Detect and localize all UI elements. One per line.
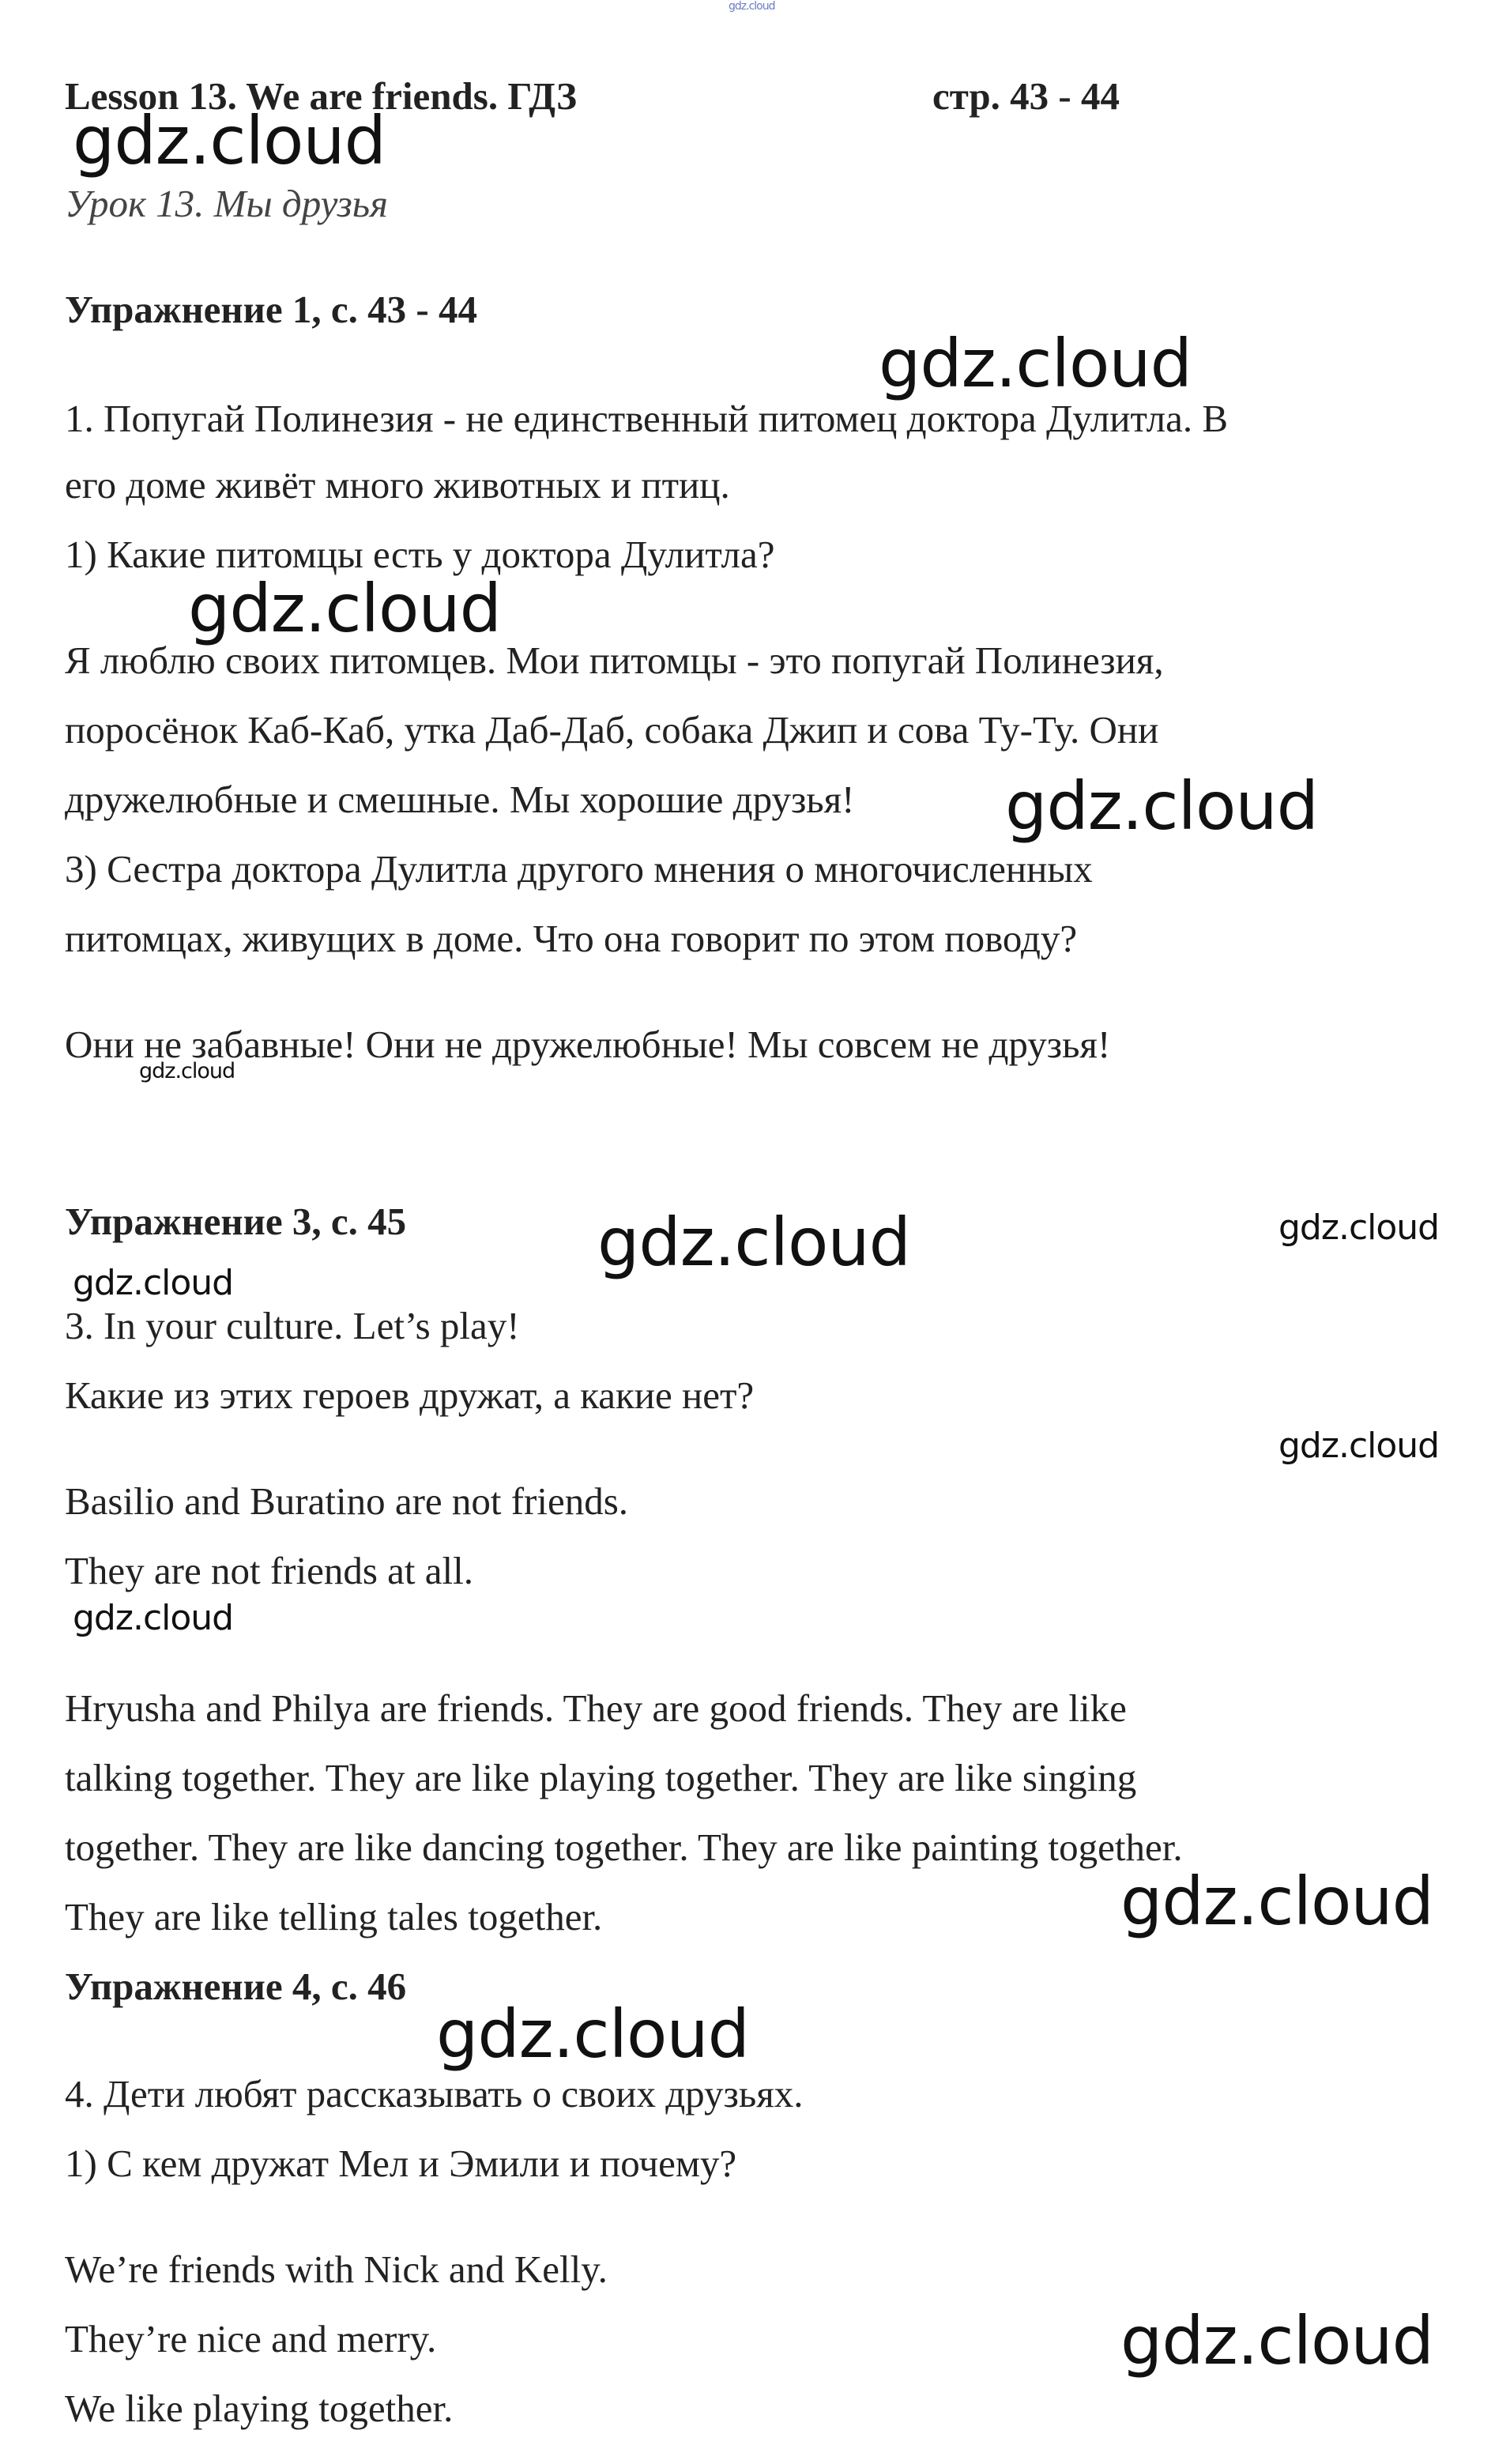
exercise-3-answer-line: Basilio and Buratino are not friends. [65,1479,629,1523]
watermark: gdz.cloud [1005,767,1318,845]
exercise-1-line: питомцах, живущих в доме. Что она говорит по этом поводу? [65,917,1078,960]
watermark: gdz.cloud [188,570,501,647]
watermark: gdz.cloud [1120,1863,1433,1940]
page-range: стр. 43 - 44 [932,74,1120,118]
lesson-subtitle: Урок 13. Мы друзья [65,182,388,225]
top-watermark: gdz.cloud [729,0,775,13]
exercise-3-answer-line: Hryusha and Philya are friends. They are good friends. They are like [65,1686,1127,1730]
exercise-3-line: Какие из этих героев дружат, а какие нет? [65,1373,755,1417]
watermark: gdz.cloud [1120,2302,1433,2379]
watermark: gdz.cloud [73,1598,234,1638]
exercise-1-answer-line: поросёнок Каб-Каб, утка Даб-Даб, собака Джип и сова Ту-Ту. Они [65,708,1159,752]
exercise-3-heading: Упражнение 3, с. 45 [65,1200,407,1243]
exercise-1-answer-line: Я люблю своих питомцев. Мои питомцы - это попугай Полинезия, [65,639,1164,682]
exercise-4-heading: Упражнение 4, с. 46 [65,1965,407,2008]
exercise-1-line: 1. Попугай Полинезия - не единственный питомец доктора Дулитла. В [65,397,1229,440]
exercise-3-answer-line: talking together. They are like playing together. They are like singing [65,1756,1137,1799]
exercise-1-line: 3) Сестра доктора Дулитла другого мнения о многочисленных [65,847,1093,891]
watermark: gdz.cloud [436,1995,749,2073]
exercise-4-line: 1) С кем дружат Мел и Эмили и почему? [65,2142,737,2185]
exercise-4-answer-line: We’re friends with Nick and Kelly. [65,2247,608,2291]
exercise-4-line: 4. Дети любят рассказывать о своих друзьях. [65,2072,804,2115]
exercise-1-heading: Упражнение 1, с. 43 - 44 [65,288,477,331]
exercise-3-line: 3. In your culture. Let’s play! [65,1304,520,1347]
exercise-1-line: 1) Какие питомцы есть у доктора Дулитла? [65,533,775,576]
lesson-title: Lesson 13. We are friends. ГДЗ [65,74,578,118]
exercise-1-answer-line: Они не забавные! Они не дружелюбные! Мы совсем не друзья! [65,1023,1111,1066]
exercise-3-answer-line: together. They are like dancing together. They are like painting together. [65,1825,1183,1869]
exercise-4-answer-line: They’re nice and merry. [65,2317,437,2360]
exercise-4-answer-line: We like playing together. [65,2387,454,2430]
exercise-3-answer-line: They are like telling tales together. [65,1895,603,1938]
watermark: gdz.cloud [1278,1208,1440,1248]
watermark: gdz.cloud [73,102,386,179]
watermark: gdz.cloud [879,325,1192,402]
exercise-1-line: его доме живёт много животных и птиц. [65,463,730,507]
watermark: gdz.cloud [1278,1426,1440,1466]
watermark: gdz.cloud [73,1263,234,1303]
watermark: gdz.cloud [597,1204,910,1281]
watermark: gdz.cloud [139,1059,235,1083]
exercise-3-answer-line: They are not friends at all. [65,1549,474,1592]
exercise-1-answer-line: дружелюбные и смешные. Мы хорошие друзья! [65,778,855,821]
